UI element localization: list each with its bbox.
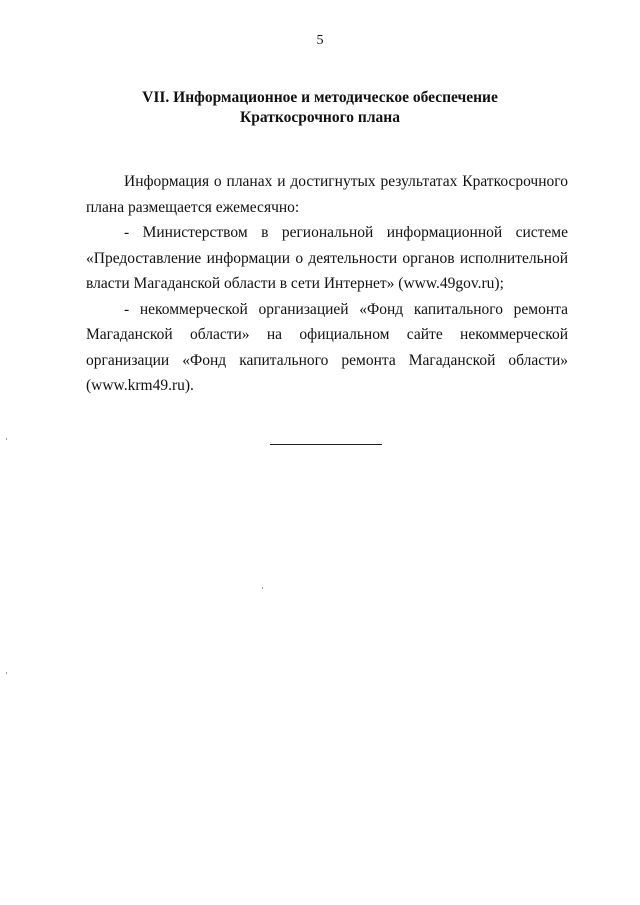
paragraph-ministry-item: - Министерством в региональной информационной системе «Предоставление информации о деятельности органов исполнительной власти Магаданской области в сети Интернет» (www.49gov.ru);	[86, 224, 568, 292]
section-title-line-2: Краткосрочного плана	[240, 109, 400, 126]
paragraph-intro: Информация о планах и достигнутых результатах Краткосрочного плана размещается ежемесячно:	[86, 173, 568, 216]
scan-speck	[6, 672, 7, 674]
scan-speck	[6, 438, 7, 440]
section-title-line-1: VII. Информационное и методическое обеспечение	[142, 89, 498, 106]
section-title	[0, 88, 640, 128]
body-text	[86, 169, 568, 399]
paragraph-fund-item: - некоммерческой организацией «Фонд капитального ремонта Магаданской области» на официальном сайте некоммерческой организации «Фонд капитального ремонта Магаданской области» (www.krm49.ru).	[86, 300, 568, 394]
page-number: 5	[316, 33, 324, 48]
scan-speck	[262, 587, 263, 589]
end-divider-line	[270, 444, 382, 445]
